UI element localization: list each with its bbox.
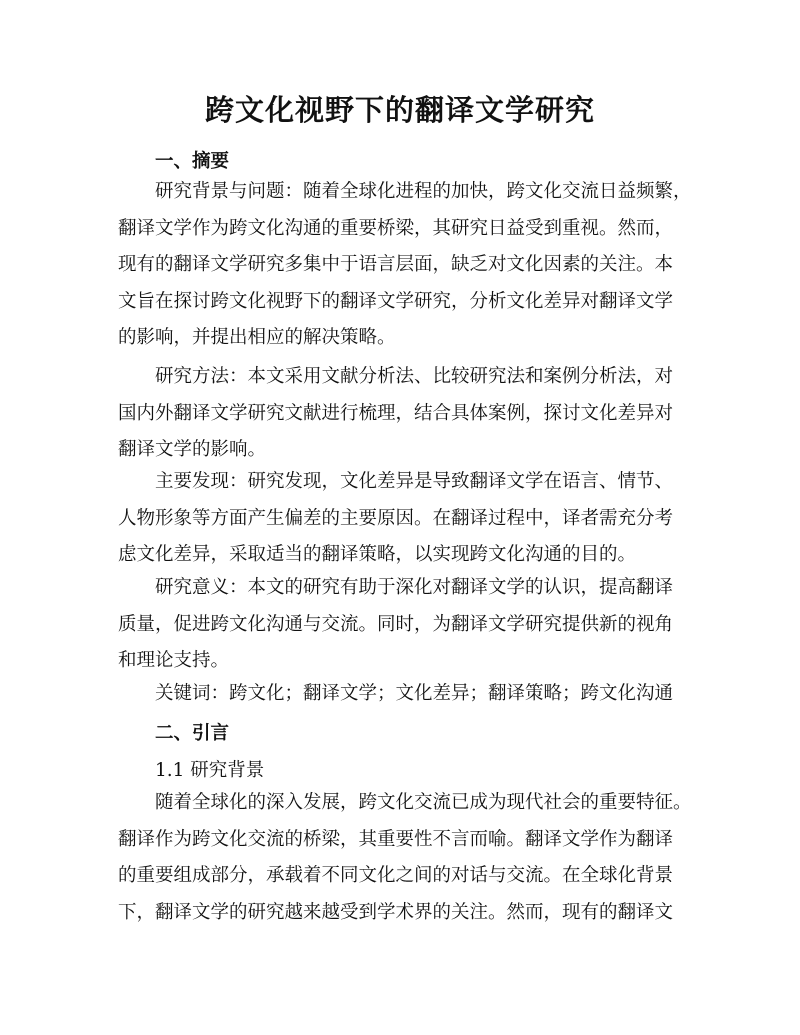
paragraph-introduction-background: [118, 785, 692, 931]
paragraph-line: 国内外翻译文学研究文献进行梳理，结合具体案例，探讨文化差异对: [118, 402, 674, 424]
paragraph-research-significance: [118, 570, 682, 680]
paragraph-line: 文旨在探讨跨文化视野下的翻译文学研究，分析文化差异对翻译文学: [118, 290, 674, 312]
paragraph-keywords: [118, 676, 682, 713]
section-heading-abstract: 一、摘要: [155, 151, 230, 172]
paragraph-line: 人物形象等方面产生偏差的主要原因。在翻译过程中，译者需充分考: [118, 507, 674, 529]
keywords-line: 关键词：跨文化；翻译文学；文化差异；翻译策略；跨文化沟通: [155, 683, 674, 704]
paragraph-line: 下，翻译文学的研究越来越受到学术界的关注。然而，现有的翻译文: [118, 901, 674, 923]
paragraph-line: 的影响，并提出相应的解决策略。: [118, 327, 396, 349]
document-page: [118, 0, 692, 1035]
paragraph-line: 现有的翻译文学研究多集中于语言层面，缺乏对文化因素的关注。本: [118, 254, 674, 276]
paragraph-line: 翻译作为跨文化交流的桥梁，其重要性不言而喻。翻译文学作为翻译: [118, 828, 674, 850]
paragraph-line: 质量，促进跨文化沟通与交流。同时，为翻译文学研究提供新的视角: [118, 613, 674, 635]
paragraph-main-findings: [118, 464, 682, 574]
document-title: 跨文化视野下的翻译文学研究: [204, 93, 595, 127]
paragraph-research-methods: [118, 359, 682, 469]
paragraph-line: 翻译文学作为跨文化沟通的重要桥梁，其研究日益受到重视。然而，: [118, 217, 674, 239]
section-heading-introduction: 二、引言: [155, 723, 230, 744]
paragraph-line: 研究方法：本文采用文献分析法、比较研究法和案例分析法，对: [155, 366, 674, 387]
paragraph-line: 的重要组成部分，承载着不同文化之间的对话与交流。在全球化背景: [118, 865, 674, 887]
paragraph-line: 研究背景与问题：随着全球化进程的加快，跨文化交流日益频繁，: [155, 181, 692, 202]
paragraph-line: 随着全球化的深入发展，跨文化交流已成为现代社会的重要特征。: [155, 792, 692, 813]
paragraph-line: 和理论支持。: [118, 650, 230, 672]
paragraph-line: 虑文化差异，采取适当的翻译策略，以实现跨文化沟通的目的。: [118, 544, 637, 566]
paragraph-line: 主要发现：研究发现，文化差异是导致翻译文学在语言、情节、: [155, 471, 674, 492]
paragraph-line: 研究意义：本文的研究有助于深化对翻译文学的认识，提高翻译: [155, 577, 674, 598]
subsection-heading-research-background: 1.1 研究背景: [155, 760, 265, 781]
paragraph-line: 翻译文学的影响。: [118, 439, 267, 461]
paragraph-research-background: [118, 174, 692, 357]
